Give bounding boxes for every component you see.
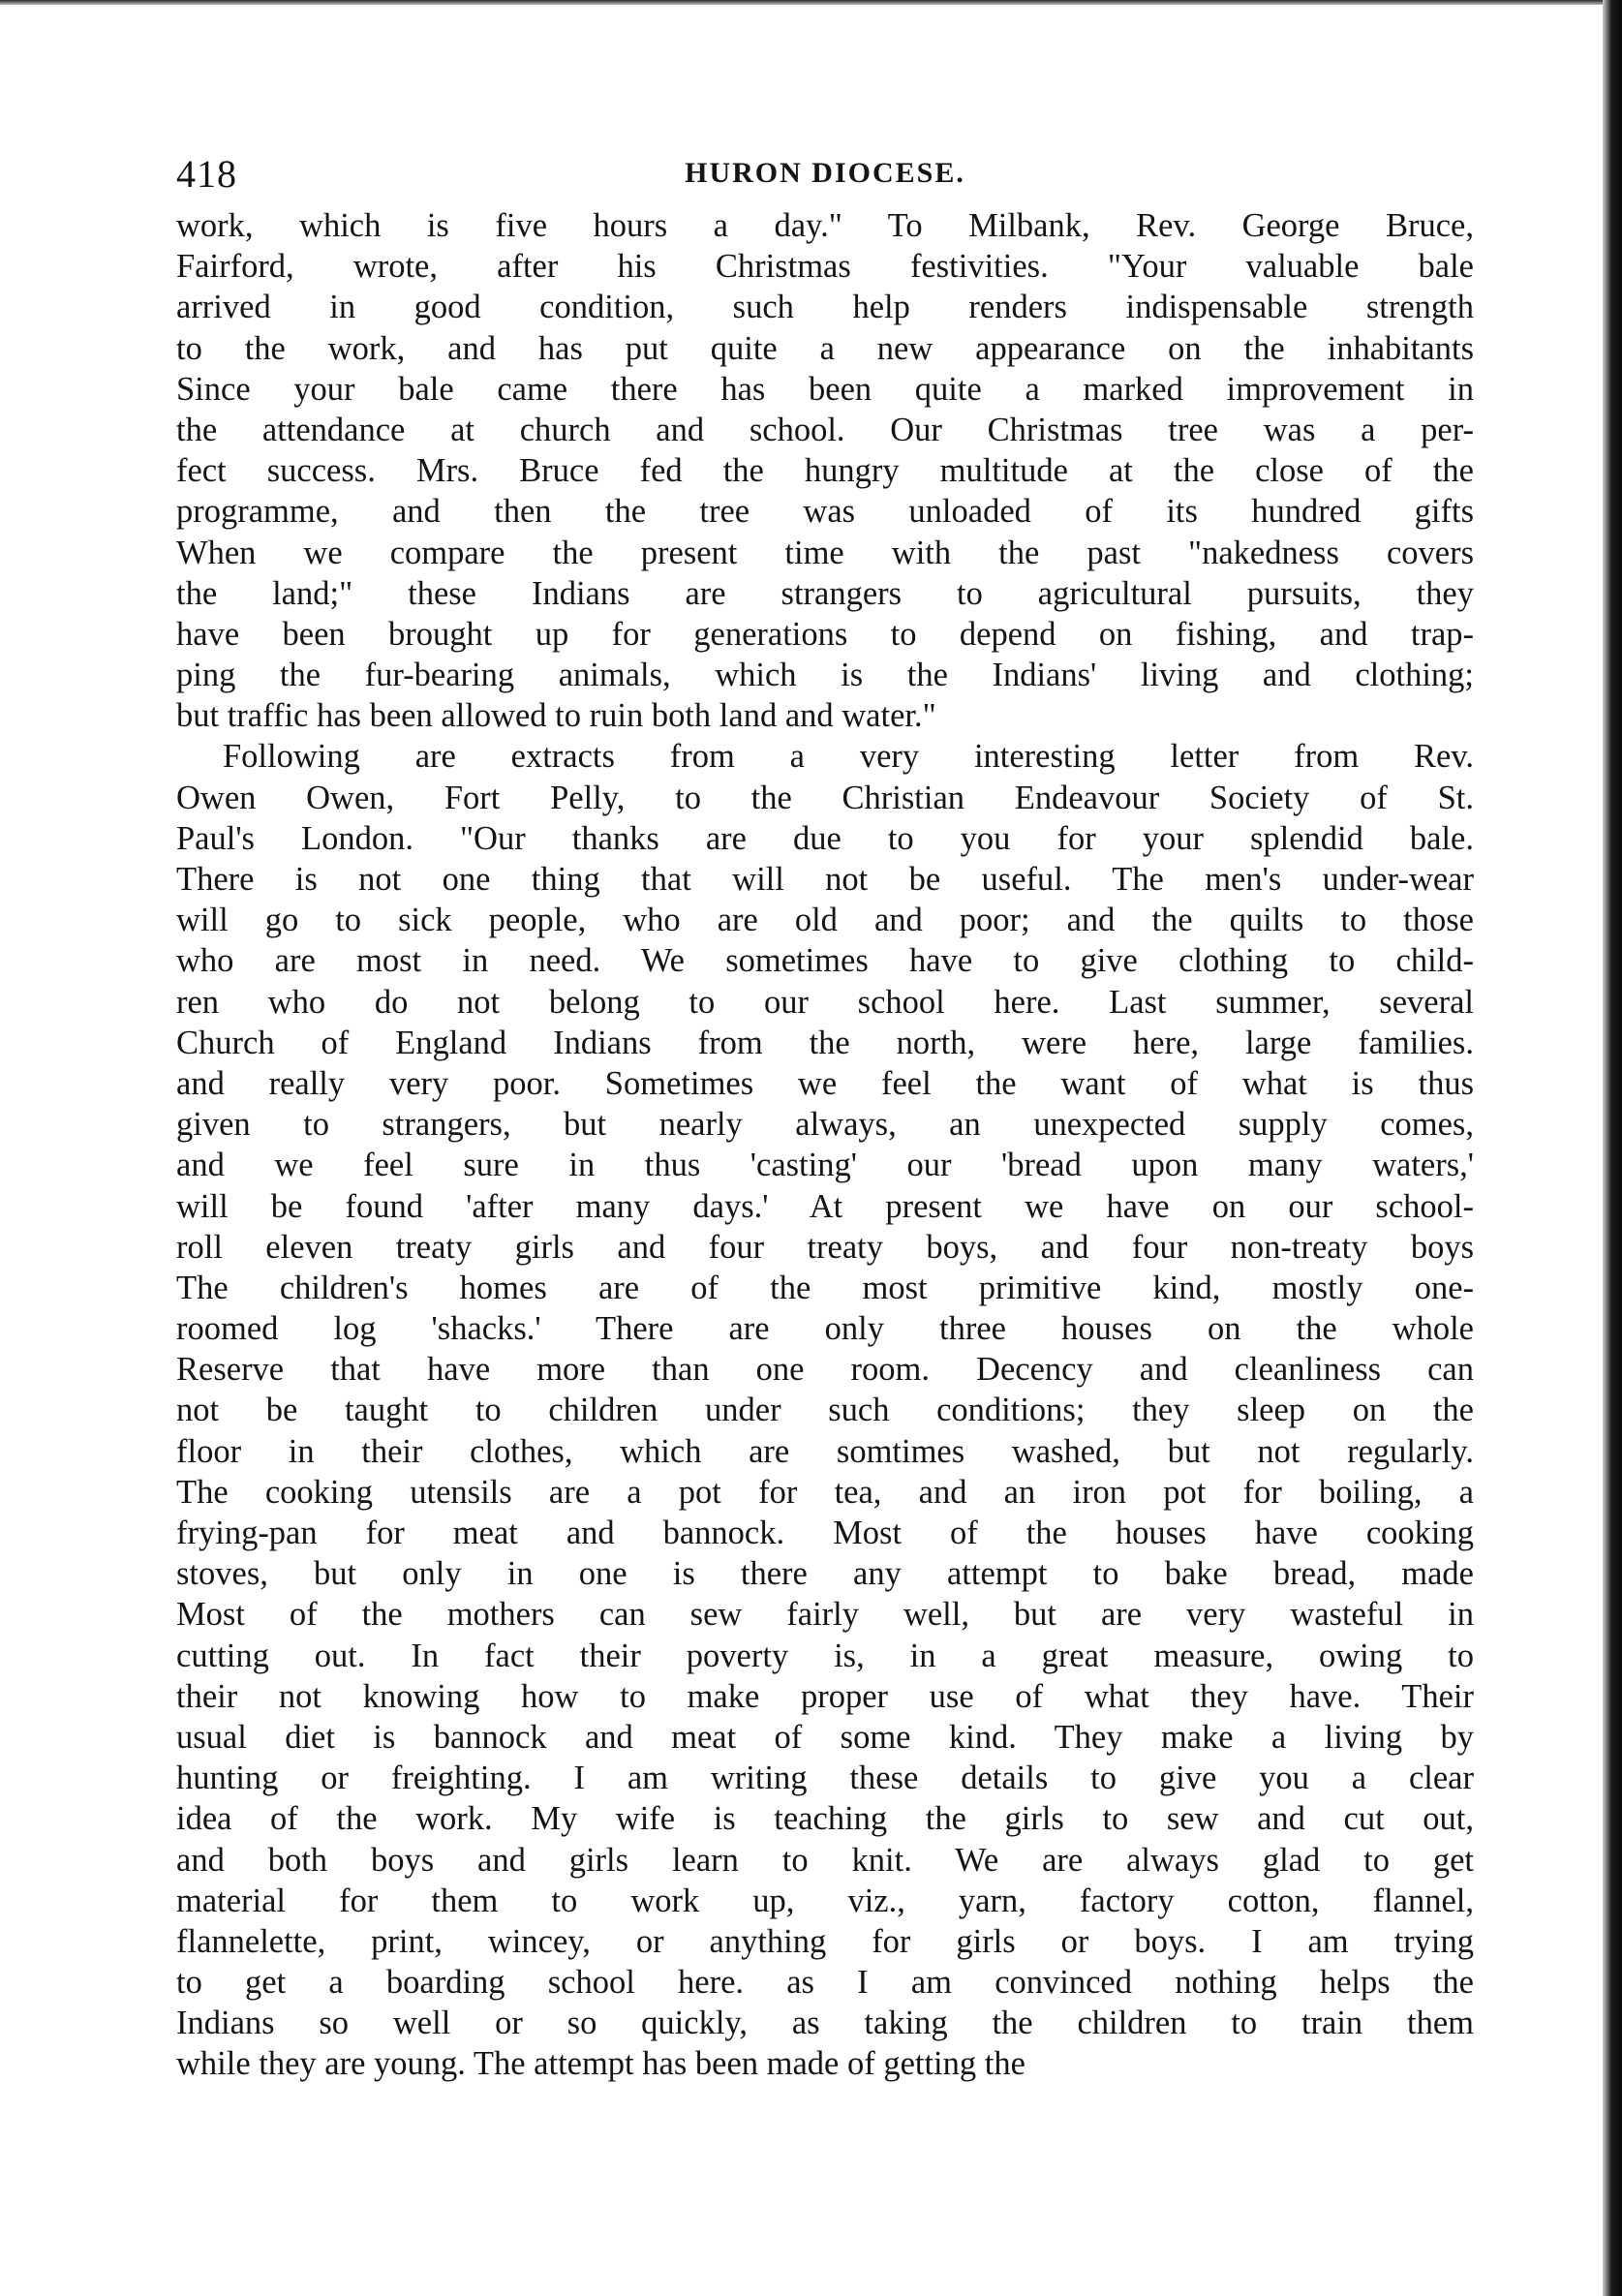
text-line: frying-pan for meat and bannock. Most of the houses have cooking: [176, 1515, 1474, 1551]
text-line: will go to sick people, who are old and poor; and the quilts to those: [176, 902, 1474, 939]
scan-edge-top: [0, 0, 1622, 5]
paragraph: [176, 736, 1474, 2084]
text-line: Fairford, wrote, after his Christmas festivities. "Your valuable bale: [176, 248, 1474, 286]
text-line: stoves, but only in one is there any attempt to bake bread, made: [176, 1555, 1474, 1593]
text-line: given to strangers, but nearly always, an unexpected supply comes,: [176, 1106, 1474, 1144]
running-head: [176, 145, 1474, 205]
text-line: Since your bale came there has been quite a marked improvement in: [176, 370, 1474, 408]
scan-edge-right: [1603, 0, 1622, 2296]
text-line: to get a boarding school here. as I am convinced nothing helps the: [176, 1964, 1474, 2002]
text-line: but traffic has been allowed to ruin both land and water.": [176, 697, 936, 735]
text-line: When we compare the present time with the past "nakedness covers: [176, 534, 1474, 571]
text-line: and both boys and girls learn to knit. We are always glad to get: [176, 1841, 1474, 1879]
text-line: programme, and then the tree was unloaded of its hundred gifts: [176, 493, 1474, 531]
text-line: while they are young. The attempt has been made of getting the: [176, 2045, 1025, 2083]
text-line: floor in their clothes, which are somtimes washed, but not regularly.: [176, 1432, 1474, 1470]
text-line: and really very poor. Sometimes we feel the want of what is thus: [176, 1064, 1474, 1102]
text-line: arrived in good condition, such help renders indispensable strength: [176, 289, 1474, 326]
text-line: idea of the work. My wife is teaching the girls to sew and cut out,: [176, 1800, 1474, 1838]
text-line: work, which is five hours a day." To Milbank, Rev. George Bruce,: [176, 207, 1474, 244]
text-line: have been brought up for generations to depend on fishing, and trap-: [176, 615, 1474, 653]
text-line: to the work, and has put quite a new appearance on the inhabitants: [176, 329, 1474, 367]
text-line: fect success. Mrs. Bruce fed the hungry multitude at the close of the: [176, 452, 1474, 490]
text-line: will be found 'after many days.' At present we have on our school-: [176, 1187, 1474, 1225]
text-line: Owen Owen, Fort Pelly, to the Christian Endeavour Society of St.: [176, 779, 1474, 816]
text-line: Following are extracts from a very interesting letter from Rev.: [223, 738, 1474, 776]
text-line: and we feel sure in thus 'casting' our 'bread upon many waters,': [176, 1147, 1474, 1184]
text-line: their not knowing how to make proper use of what they have. Their: [176, 1677, 1474, 1715]
text-line: hunting or freighting. I am writing these details to give you a clear: [176, 1760, 1474, 1797]
text-line: Most of the mothers can sew fairly well, but are very wasteful in: [176, 1596, 1474, 1634]
text-line: Indians so well or so quickly, as taking the children to train them: [176, 2005, 1474, 2042]
text-line: The cooking utensils are a pot for tea, and an iron pot for boiling, a: [176, 1473, 1474, 1511]
text-line: There is not one thing that will not be useful. The men's under-wear: [176, 861, 1474, 898]
page-number: 418: [176, 152, 237, 196]
text-line: roll eleven treaty girls and four treaty boys, and four non-treaty boys: [176, 1228, 1474, 1266]
text-line: who are most in need. We sometimes have to give clothing to child-: [176, 942, 1474, 980]
text-line: roomed log 'shacks.' There are only three houses on the whole: [176, 1310, 1474, 1348]
paragraph: [176, 205, 1474, 736]
text-line: the attendance at church and school. Our Christmas tree was a per-: [176, 411, 1474, 448]
text-line: Church of England Indians from the north, were here, large families.: [176, 1024, 1474, 1061]
text-line: usual diet is bannock and meat of some kind. They make a living by: [176, 1718, 1474, 1756]
running-title: HURON DIOCESE.: [685, 157, 965, 189]
text-line: ren who do not belong to our school here. Last summer, several: [176, 983, 1474, 1021]
text-line: ping the fur-bearing animals, which is the Indians' living and clothing;: [176, 657, 1474, 694]
text-line: flannelette, print, wincey, or anything for girls or boys. I am trying: [176, 1922, 1474, 1960]
text-line: Reserve that have more than one room. Decency and cleanliness can: [176, 1351, 1474, 1389]
text-line: material for them to work up, viz., yarn, factory cotton, flannel,: [176, 1882, 1474, 1919]
body-text: [176, 205, 1474, 2085]
text-line: the land;" these Indians are strangers to agricultural pursuits, they: [176, 574, 1474, 612]
text-line: Paul's London. "Our thanks are due to you for your splendid bale.: [176, 819, 1474, 857]
text-line: not be taught to children under such conditions; they sleep on the: [176, 1392, 1474, 1429]
text-line: cutting out. In fact their poverty is, in a great measure, owing to: [176, 1637, 1474, 1674]
text-line: The children's homes are of the most primitive kind, mostly one-: [176, 1269, 1474, 1306]
book-page: [176, 145, 1474, 2085]
